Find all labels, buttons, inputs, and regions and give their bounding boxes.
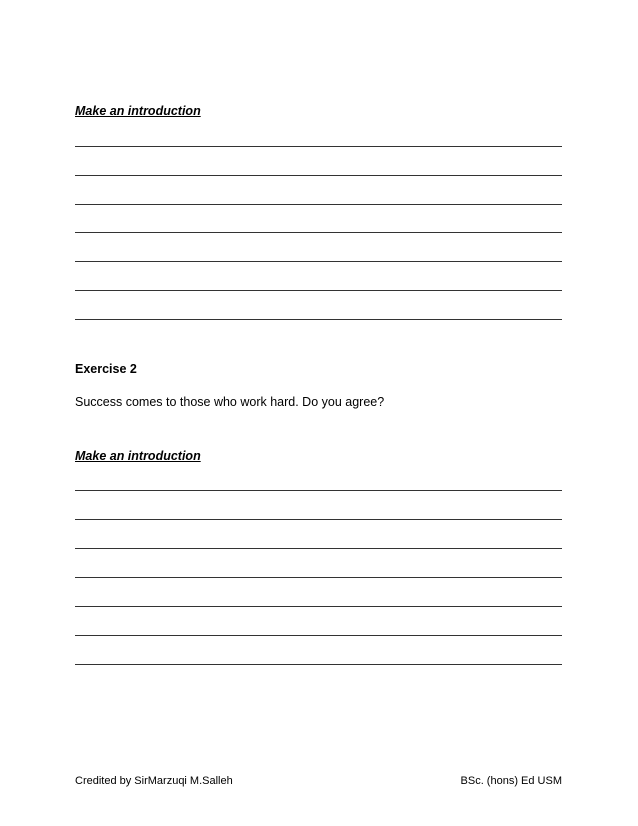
writing-line (75, 175, 562, 176)
writing-line (75, 204, 562, 205)
footer-credit: Credited by SirMarzuqi M.Salleh (75, 775, 233, 787)
writing-line (75, 290, 562, 291)
footer-qualification: BSc. (hons) Ed USM (460, 775, 562, 787)
writing-line (75, 261, 562, 262)
exercise-2-prompt: Success comes to those who work hard. Do you agree? (75, 395, 385, 409)
writing-line (75, 490, 562, 491)
section-1-heading: Make an introduction (75, 104, 201, 118)
writing-line (75, 606, 562, 607)
exercise-2-title: Exercise 2 (75, 362, 137, 376)
writing-line (75, 548, 562, 549)
writing-line (75, 319, 562, 320)
writing-line (75, 232, 562, 233)
writing-line (75, 577, 562, 578)
writing-line (75, 146, 562, 147)
writing-line (75, 635, 562, 636)
writing-line (75, 519, 562, 520)
writing-line (75, 664, 562, 665)
section-2-heading: Make an introduction (75, 449, 201, 463)
